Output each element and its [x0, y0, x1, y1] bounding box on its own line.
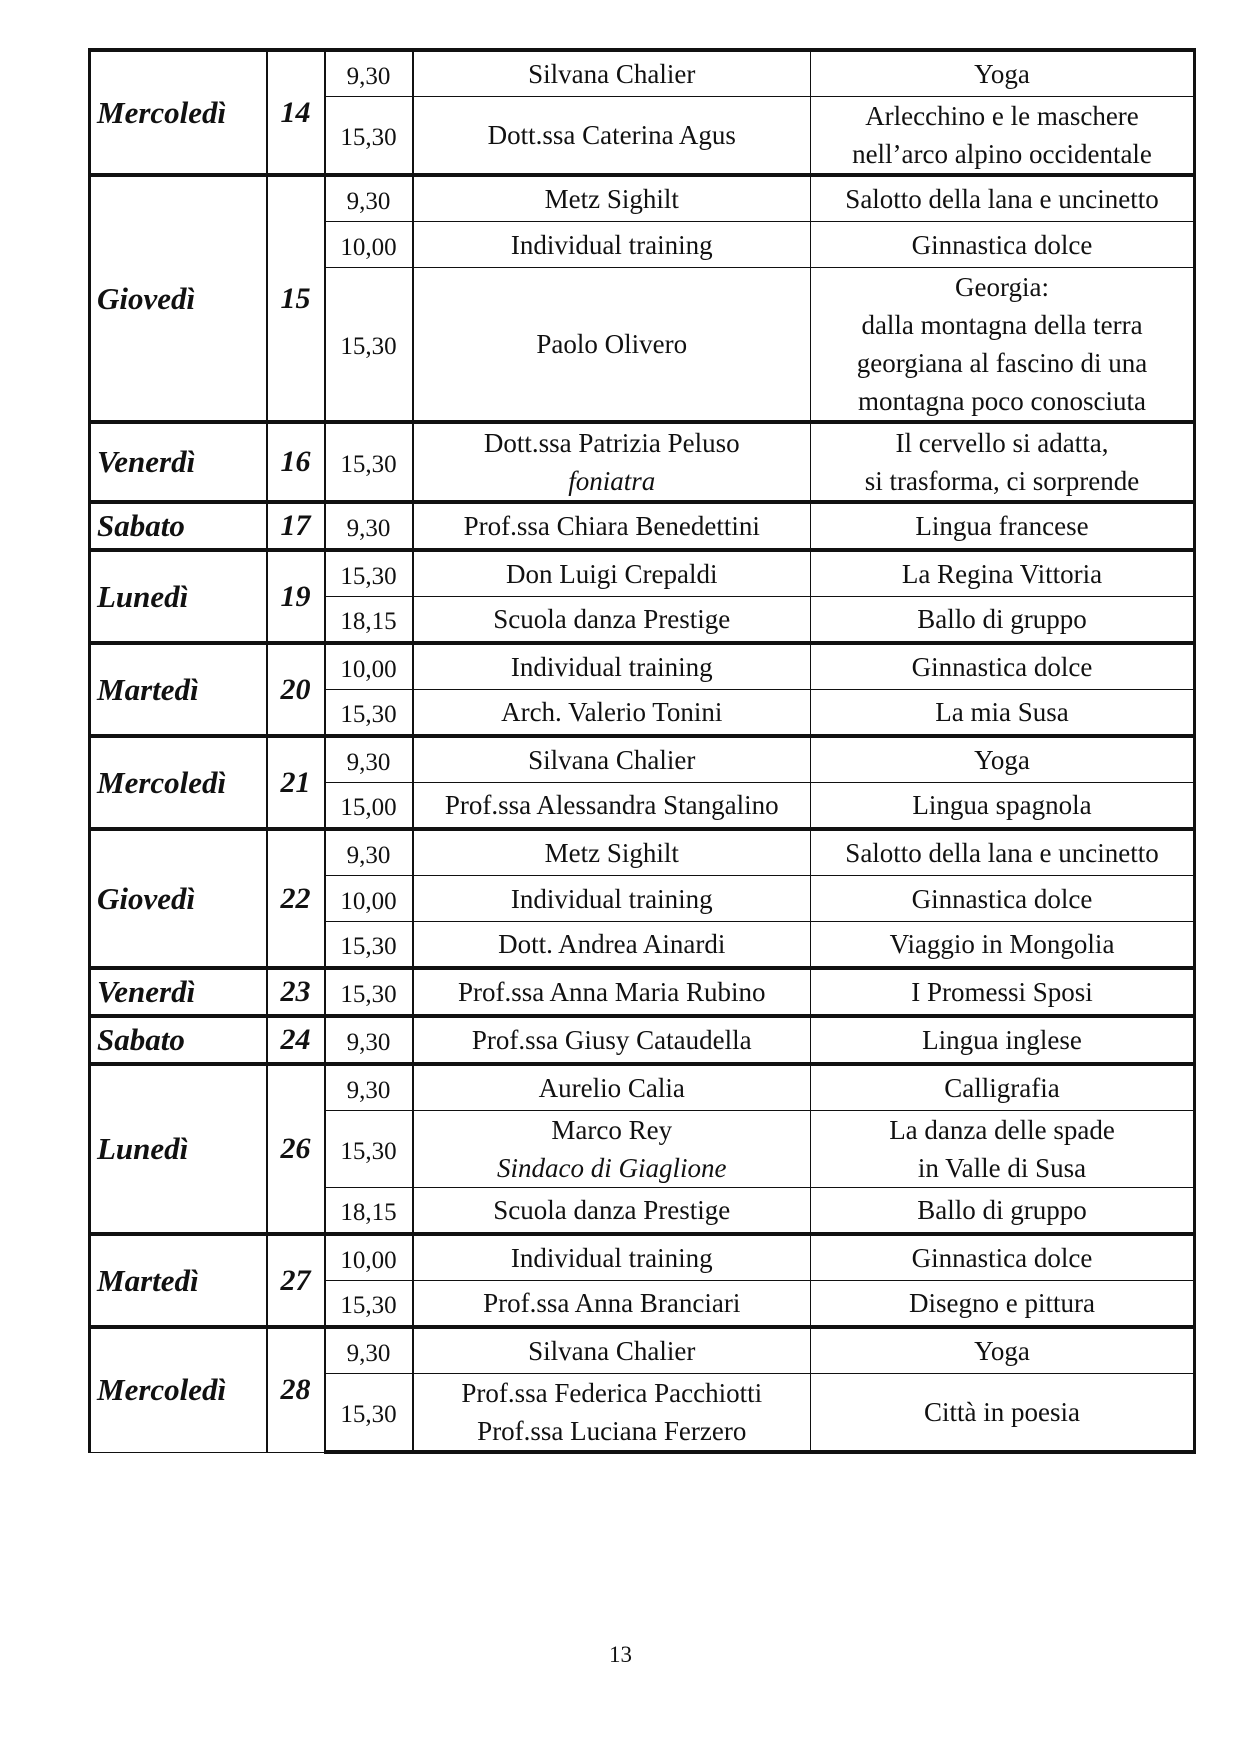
event-topic	[811, 1327, 1195, 1374]
event-speaker	[413, 1188, 811, 1235]
speaker-name: Scuola danza Prestige	[493, 604, 731, 634]
speaker-name: Marco Rey	[551, 1115, 673, 1145]
day-number: 24	[267, 1016, 325, 1064]
speaker-name: Metz Sighilt	[544, 184, 679, 214]
topic-line: Salotto della lana e uncinetto	[845, 184, 1159, 214]
schedule-row	[90, 736, 1195, 783]
topic-line: Salotto della lana e uncinetto	[845, 838, 1159, 868]
event-topic	[811, 876, 1195, 922]
event-time: 15,30	[325, 550, 413, 597]
event-topic	[811, 690, 1195, 737]
day-number: 19	[267, 550, 325, 643]
event-time: 9,30	[325, 502, 413, 550]
day-name: Martedì	[90, 643, 267, 736]
event-speaker	[413, 597, 811, 644]
event-time: 15,30	[325, 1374, 413, 1453]
event-topic	[811, 922, 1195, 969]
day-name: Mercoledì	[90, 736, 267, 829]
event-topic	[811, 502, 1195, 550]
day-name: Sabato	[90, 1016, 267, 1064]
schedule-row	[90, 829, 1195, 876]
event-time: 15,30	[325, 922, 413, 969]
topic-line: Arlecchino e le maschere	[865, 101, 1139, 131]
event-topic	[811, 1016, 1195, 1064]
event-topic	[811, 97, 1195, 176]
speaker-name: Arch. Valerio Tonini	[501, 697, 723, 727]
topic-line: Calligrafia	[944, 1073, 1060, 1103]
event-time: 9,30	[325, 736, 413, 783]
schedule-row	[90, 1016, 1195, 1064]
day-number: 22	[267, 829, 325, 968]
event-time: 15,00	[325, 783, 413, 830]
event-speaker	[413, 968, 811, 1016]
topic-line: montagna poco conosciuta	[858, 386, 1146, 416]
event-speaker	[413, 690, 811, 737]
event-time: 10,00	[325, 1234, 413, 1281]
event-topic	[811, 736, 1195, 783]
event-topic	[811, 829, 1195, 876]
day-name: Lunedì	[90, 550, 267, 643]
page-number: 13	[609, 1642, 632, 1667]
schedule-row	[90, 502, 1195, 550]
speaker-name: Prof.ssa Luciana Ferzero	[477, 1416, 747, 1446]
event-topic	[811, 1234, 1195, 1281]
speaker-name: Prof.ssa Giusy Cataudella	[471, 1025, 752, 1055]
event-speaker	[413, 922, 811, 969]
schedule-row	[90, 550, 1195, 597]
event-speaker	[413, 736, 811, 783]
event-time: 9,30	[325, 829, 413, 876]
topic-line: Yoga	[974, 1336, 1030, 1366]
schedule-row	[90, 422, 1195, 502]
event-speaker	[413, 268, 811, 423]
event-speaker	[413, 1111, 811, 1188]
speaker-role: Sindaco di Giaglione	[497, 1153, 727, 1183]
event-topic	[811, 175, 1195, 222]
topic-line: si trasforma, ci sorprende	[864, 466, 1140, 496]
event-topic	[811, 550, 1195, 597]
event-time: 15,30	[325, 97, 413, 176]
speaker-name: Prof.ssa Anna Maria Rubino	[458, 977, 766, 1007]
speaker-name: Prof.ssa Chiara Benedettini	[463, 511, 760, 541]
event-time: 9,30	[325, 1327, 413, 1374]
topic-line: Lingua spagnola	[912, 790, 1092, 820]
event-topic	[811, 597, 1195, 644]
speaker-name: Don Luigi Crepaldi	[506, 559, 718, 589]
day-number: 26	[267, 1064, 325, 1234]
event-time: 18,15	[325, 1188, 413, 1235]
topic-line: Città in poesia	[924, 1397, 1080, 1427]
topic-line: Viaggio in Mongolia	[889, 929, 1115, 959]
speaker-role: foniatra	[568, 466, 656, 496]
event-time: 9,30	[325, 175, 413, 222]
speaker-name: Scuola danza Prestige	[493, 1195, 731, 1225]
topic-line: Yoga	[974, 745, 1030, 775]
topic-line: Ginnastica dolce	[911, 229, 1093, 260]
event-time: 15,30	[325, 690, 413, 737]
day-number: 27	[267, 1234, 325, 1327]
event-topic	[811, 268, 1195, 423]
event-speaker	[413, 175, 811, 222]
event-speaker	[413, 502, 811, 550]
event-time: 9,30	[325, 1016, 413, 1064]
topic-line: Ballo di gruppo	[917, 604, 1087, 634]
day-name: Lunedì	[90, 1064, 267, 1234]
speaker-name: Individual training	[510, 652, 713, 682]
schedule-table	[88, 48, 1196, 1454]
speaker-name: Prof.ssa Federica Pacchiotti	[461, 1378, 763, 1408]
topic-line: in Valle di Susa	[917, 1153, 1087, 1183]
speaker-name: Paolo Olivero	[536, 329, 688, 359]
topic-line: Ginnastica dolce	[911, 1243, 1093, 1273]
event-time: 10,00	[325, 222, 413, 268]
event-topic	[811, 1374, 1195, 1453]
day-number: 15	[267, 175, 325, 422]
day-name: Venerdì	[90, 422, 267, 502]
event-topic	[811, 1281, 1195, 1328]
event-topic	[811, 422, 1195, 502]
event-time: 9,30	[325, 50, 413, 97]
schedule-row	[90, 1234, 1195, 1281]
topic-line: Il cervello si adatta,	[895, 428, 1109, 458]
event-speaker	[413, 1234, 811, 1281]
event-time: 9,30	[325, 1064, 413, 1111]
event-time: 10,00	[325, 643, 413, 690]
event-topic	[811, 222, 1195, 268]
schedule-row	[90, 50, 1195, 97]
topic-line: La mia Susa	[935, 697, 1069, 727]
schedule-row	[90, 175, 1195, 222]
day-number: 20	[267, 643, 325, 736]
event-time: 15,30	[325, 968, 413, 1016]
day-name: Venerdì	[90, 968, 267, 1016]
schedule-row	[90, 1064, 1195, 1111]
topic-line: Georgia:	[955, 272, 1049, 302]
day-name: Mercoledì	[90, 1327, 267, 1452]
topic-line: Ballo di gruppo	[917, 1195, 1087, 1225]
speaker-name: Silvana Chalier	[528, 59, 696, 89]
event-speaker	[413, 97, 811, 176]
speaker-name: Individual training	[510, 883, 713, 914]
schedule-row	[90, 968, 1195, 1016]
event-speaker	[413, 1374, 811, 1453]
topic-line: georgiana al fascino di una	[856, 348, 1148, 378]
event-time: 15,30	[325, 1111, 413, 1188]
event-time: 18,15	[325, 597, 413, 644]
day-name: Giovedì	[90, 175, 267, 422]
event-topic	[811, 1064, 1195, 1111]
topic-line: Lingua inglese	[922, 1025, 1082, 1055]
event-topic	[811, 643, 1195, 690]
event-speaker	[413, 783, 811, 830]
day-number: 14	[267, 50, 325, 175]
speaker-name: Silvana Chalier	[528, 745, 696, 775]
schedule-body	[90, 50, 1195, 1452]
day-number: 16	[267, 422, 325, 502]
event-time: 10,00	[325, 876, 413, 922]
event-topic	[811, 968, 1195, 1016]
event-speaker	[413, 1327, 811, 1374]
topic-line: Ginnastica dolce	[911, 883, 1093, 914]
speaker-name: Aurelio Calia	[538, 1073, 685, 1103]
day-number: 28	[267, 1327, 325, 1452]
event-topic	[811, 50, 1195, 97]
event-speaker	[413, 222, 811, 268]
speaker-name: Prof.ssa Alessandra Stangalino	[444, 790, 779, 820]
speaker-name: Metz Sighilt	[544, 838, 679, 868]
speaker-name: Prof.ssa Anna Branciari	[483, 1288, 741, 1318]
topic-line: La danza delle spade	[889, 1115, 1115, 1145]
day-name: Mercoledì	[90, 50, 267, 175]
day-number: 17	[267, 502, 325, 550]
event-speaker	[413, 1016, 811, 1064]
day-name: Sabato	[90, 502, 267, 550]
topic-line: La Regina Vittoria	[901, 559, 1103, 589]
topic-line: Ginnastica dolce	[911, 652, 1093, 682]
speaker-name: Individual training	[510, 229, 713, 260]
event-speaker	[413, 550, 811, 597]
day-name: Martedì	[90, 1234, 267, 1327]
event-topic	[811, 1111, 1195, 1188]
speaker-name: Individual training	[510, 1243, 713, 1273]
topic-line: dalla montagna della terra	[861, 310, 1143, 340]
topic-line: Lingua francese	[915, 511, 1089, 541]
speaker-name: Dott.ssa Caterina Agus	[487, 120, 736, 150]
topic-line: nell’arco alpino occidentale	[852, 139, 1152, 169]
event-topic	[811, 783, 1195, 830]
event-topic	[811, 1188, 1195, 1235]
event-time: 15,30	[325, 1281, 413, 1328]
day-number: 21	[267, 736, 325, 829]
event-speaker	[413, 876, 811, 922]
event-speaker	[413, 643, 811, 690]
event-speaker	[413, 829, 811, 876]
topic-line: I Promessi Sposi	[911, 977, 1093, 1007]
event-speaker	[413, 1281, 811, 1328]
schedule-row	[90, 1327, 1195, 1374]
event-speaker	[413, 50, 811, 97]
speaker-name: Dott.ssa Patrizia Peluso	[483, 428, 740, 458]
speaker-name: Dott. Andrea Ainardi	[498, 929, 726, 959]
event-time: 15,30	[325, 422, 413, 502]
topic-line: Yoga	[974, 59, 1030, 89]
day-name: Giovedì	[90, 829, 267, 968]
event-speaker	[413, 422, 811, 502]
event-speaker	[413, 1064, 811, 1111]
speaker-name: Silvana Chalier	[528, 1336, 696, 1366]
topic-line: Disegno e pittura	[909, 1288, 1095, 1318]
event-time: 15,30	[325, 268, 413, 423]
day-number: 23	[267, 968, 325, 1016]
schedule-row	[90, 643, 1195, 690]
